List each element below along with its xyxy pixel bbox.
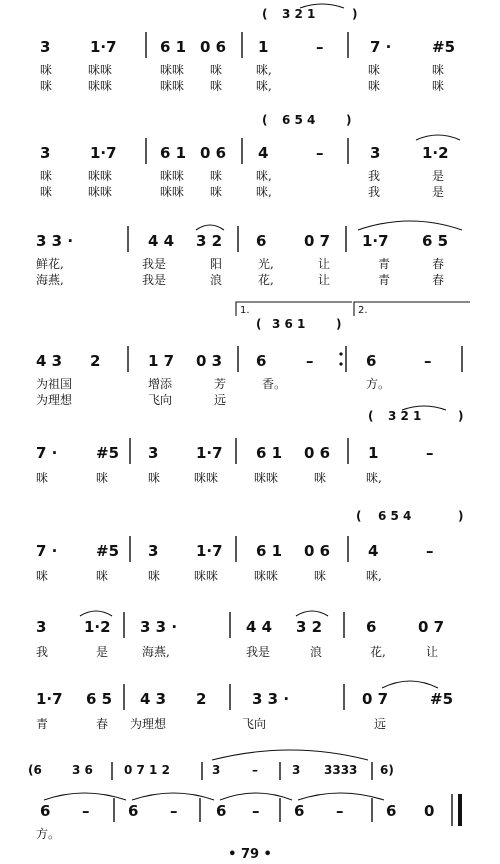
lyric: 青 [378,257,391,271]
lyric: 咪 [96,569,109,583]
lyric: 光, [258,257,274,271]
lyric: 咪咪 [88,185,113,199]
aux-note: 3 6 [72,763,93,777]
note: 6 [294,802,305,820]
aux-paren-close: ) [346,113,352,127]
note: #5 [430,690,454,708]
note: – [170,802,178,820]
slur [358,221,462,230]
lyric: 咪咪 [160,169,185,183]
lyric: 咪 [36,569,49,583]
lyric: 咪 [210,63,223,77]
slur [296,611,328,616]
lyric: 我 [368,185,381,199]
lyric: 让 [318,273,331,287]
note: 0 6 [200,144,227,162]
volta-brackets [236,302,470,316]
aux-notes: 3 6 1 [272,317,306,331]
lyric: 让 [318,257,331,271]
aux-note: 3 [212,763,221,777]
tie [132,793,214,800]
note: 6 [216,802,227,820]
lyric: 春 [432,273,445,287]
lyric: 我 [36,645,49,659]
lyric: 咪 [148,471,161,485]
lyric: 是 [432,185,445,199]
auxiliary-line [262,113,351,127]
lyric: 咪 [210,185,223,199]
volta-bracket-1 [236,302,352,316]
note: 6 [366,352,377,370]
note: 4 [258,144,269,162]
notes [36,618,444,636]
lyric: 咪 [314,569,327,583]
lyric: 浪 [310,645,323,659]
auxiliary-line [256,317,341,331]
lyrics-verse-1 [36,716,386,731]
note: 4 4 [246,618,273,636]
note: 2 [196,690,207,708]
lyrics-verse-2 [36,272,444,287]
note: 6 1 [256,542,283,560]
note: – [336,802,344,820]
lyrics-verse-1 [36,644,438,659]
note: 3 [36,618,47,636]
auxiliary-line [356,509,463,523]
lyric: 咪 [148,569,161,583]
auxiliary-line [28,750,394,780]
lyric: 咪 [314,471,327,485]
lyric: 咪咪 [88,63,113,77]
lyric: 咪, [256,185,272,199]
lyrics-verse-2 [40,184,444,199]
note: 6 [256,352,267,370]
note: 3 [370,144,381,162]
note: – [426,444,434,462]
notes [40,144,449,162]
aux-paren-close: ) [352,7,358,21]
auxiliary-line [262,4,357,21]
note: 0 6 [200,38,227,56]
note: 1·7 [196,542,223,560]
aux-note: 0 7 1 2 [124,763,170,777]
note: #5 [432,38,456,56]
lyric: 咪咪 [88,169,113,183]
lyric: 咪 [432,79,445,93]
lyric: 青 [378,273,391,287]
note: – [316,38,324,56]
lyrics-verse-1 [36,256,444,271]
note: 0 7 [362,690,389,708]
lyric: 咪 [40,185,53,199]
lyric: 为祖国 [36,377,73,391]
note: 1·7 [362,232,389,250]
lyric: 咪, [366,471,382,485]
aux-notes: 3 2 1 [282,7,316,21]
system-1 [40,4,455,93]
aux-paren-close: ) [458,409,464,423]
note: 6 [128,802,139,820]
note: 4 [368,542,379,560]
system-7 [36,611,444,659]
system-2 [40,113,460,199]
note: 4 3 [36,352,63,370]
system-5 [36,406,463,485]
note: 7 · [370,38,392,56]
note: – [306,352,314,370]
note: 3 [40,38,51,56]
notes [36,232,448,250]
note: 1·7 [36,690,63,708]
auxiliary-line [368,406,463,423]
note: 1·2 [422,144,449,162]
slur [196,225,224,230]
lyrics-verse-2 [36,392,226,407]
note: 1·7 [90,144,117,162]
lyric: 方。 [366,377,391,391]
lyric: 咪 [210,169,223,183]
lyric: 方。 [36,827,61,841]
lyric: 远 [214,393,227,407]
system-4 [36,302,470,407]
lyric: 为理想 [130,717,167,731]
lyric: 咪 [432,63,445,77]
lyric: 咪 [40,79,53,93]
note: 0 7 [418,618,445,636]
lyric: 春 [432,257,445,271]
aux-note: (6 [28,763,42,777]
lyric: 咪咪 [254,569,279,583]
note: 2 [90,352,101,370]
aux-note: 3333 [324,763,358,777]
lyric: 花, [370,645,386,659]
note: 6 [366,618,377,636]
lyric: 咪 [36,471,49,485]
note: – [424,352,432,370]
note: 6 [40,802,51,820]
note: – [82,802,90,820]
notes [36,542,434,560]
note: 3 2 [296,618,323,636]
lyric: 咪咪 [88,79,113,93]
note: 4 3 [140,690,167,708]
note: 6 [386,802,397,820]
note: 1 [368,444,379,462]
lyric: 咪咪 [254,471,279,485]
lyrics-verse-2 [40,78,444,93]
lyric: 咪咪 [160,185,185,199]
note: 3 3 · [36,232,74,250]
lyric: 青 [36,717,49,731]
system-9 [28,750,460,841]
note: 3 [148,444,159,462]
aux-paren-open: ( [356,509,362,523]
slur [416,135,460,140]
note: 3 2 [196,232,223,250]
note: 6 1 [160,38,187,56]
aux-paren-close: ) [458,509,464,523]
lyric: 咪咪 [194,471,219,485]
lyric: 咪 [40,169,53,183]
note: 7 · [36,444,58,462]
note: 0 7 [304,232,331,250]
note: 6 1 [256,444,283,462]
aux-paren-close: ) [336,317,342,331]
aux-note: – [252,763,258,777]
tie [212,750,368,760]
lyric: 咪, [256,169,272,183]
aux-notes: 6 5 4 [282,113,316,127]
lyric: 海燕, [142,645,170,659]
lyrics-verse-1 [36,568,382,583]
lyric: 为理想 [36,393,73,407]
note: – [316,144,324,162]
repeat-dot [339,352,342,355]
lyric: 咪, [366,569,382,583]
lyrics-verse-1 [36,376,390,391]
note: 7 · [36,542,58,560]
lyric: 是 [432,169,445,183]
volta-label-2: 2. [358,305,368,316]
notes [40,38,455,56]
lyric: 浪 [210,273,223,287]
slur [80,611,112,616]
lyric: 咪咪 [160,79,185,93]
lyric: 咪 [210,79,223,93]
note: 6 1 [160,144,187,162]
note: 1·7 [90,38,117,56]
tie [220,793,292,800]
aux-notes: 6 5 4 [378,509,412,523]
note: 3 3 · [140,618,178,636]
note: 0 3 [196,352,223,370]
lyric: 咪咪 [160,63,185,77]
note: 6 5 [422,232,449,250]
lyric: 咪 [368,63,381,77]
lyric: 是 [96,645,109,659]
note: 1 7 [148,352,175,370]
slur [382,681,438,688]
lyric: 咪 [40,63,53,77]
lyric: 飞向 [148,393,173,407]
note: #5 [96,542,120,560]
notes [40,802,434,820]
lyric: 鲜花, [36,257,64,271]
lyric: 香。 [262,377,287,391]
lyric: 春 [96,717,109,731]
lyric: 咪, [256,79,272,93]
lyric: 海燕, [36,273,64,287]
note: #5 [96,444,120,462]
aux-note: 6) [380,763,394,777]
aux-paren-open: ( [262,113,268,127]
lyric: 飞向 [242,717,267,731]
lyric: 咪 [96,471,109,485]
lyric: 我是 [142,257,167,271]
note: 3 3 · [252,690,290,708]
note: 0 6 [304,542,331,560]
repeat-dot [339,362,342,365]
aux-paren-open: ( [262,7,268,21]
lyric: 我 [368,169,381,183]
aux-note: 3 [292,763,301,777]
aux-paren-open: ( [256,317,262,331]
lyric: 让 [426,645,439,659]
lyrics-verse-1 [40,62,444,77]
note: 1·2 [84,618,111,636]
system-6 [36,509,463,583]
note: 3 [40,144,51,162]
note: 0 [424,802,435,820]
lyric: 咪, [256,63,272,77]
note: 6 5 [86,690,113,708]
lyric: 芳 [214,377,227,391]
note: – [252,802,260,820]
lyric: 我是 [142,273,167,287]
lyric: 增添 [148,377,173,391]
note: 4 4 [148,232,175,250]
note: 0 6 [304,444,331,462]
note: – [426,542,434,560]
lyric: 咪 [368,79,381,93]
volta-label-1: 1. [240,305,250,316]
tie [298,793,384,800]
note: 1·7 [196,444,223,462]
lyric: 远 [374,717,387,731]
notes [36,690,453,708]
aux-notes: 3 2 1 [388,409,422,423]
volta-bracket-2 [354,302,470,316]
note: 6 [256,232,267,250]
note: 1 [258,38,269,56]
notes [36,444,434,462]
lyric: 咪咪 [194,569,219,583]
system-3 [36,221,462,287]
lyric: 阳 [210,257,223,271]
aux-paren-open: ( [368,409,374,423]
lyrics-verse-1 [36,470,382,485]
lyrics-verse-1 [40,168,444,183]
notes [36,352,432,370]
page-number: • 79 • [228,847,272,862]
system-8 [36,681,453,731]
lyric: 我是 [246,645,271,659]
lyric: 花, [258,273,274,287]
note: 3 [148,542,159,560]
